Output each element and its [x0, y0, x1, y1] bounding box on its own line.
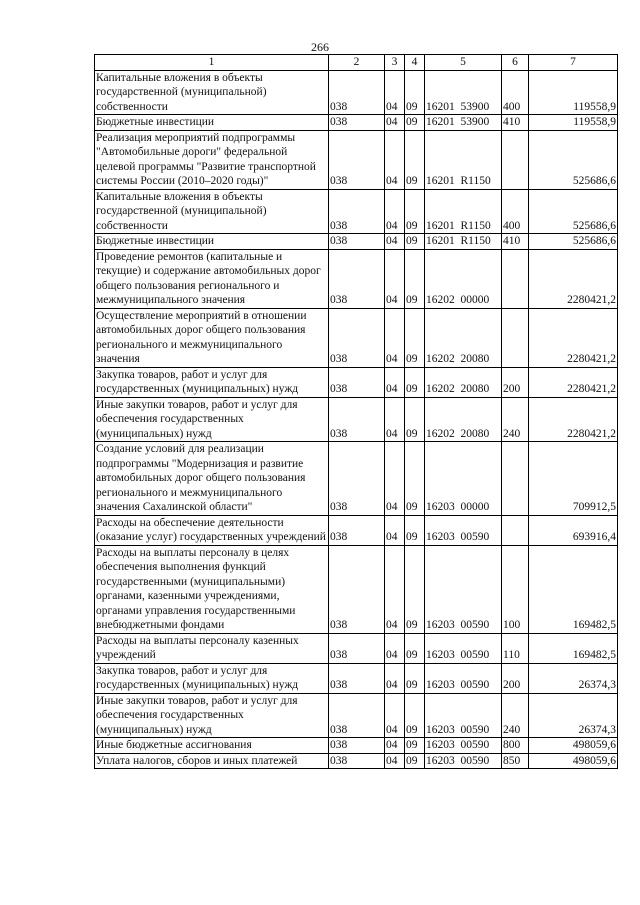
- row-subsection-cell: 09: [405, 367, 425, 397]
- row-subsection-cell: 09: [405, 738, 425, 754]
- row-section-cell: 04: [385, 545, 405, 633]
- table-row: [95, 738, 618, 754]
- column-header: 6: [502, 55, 529, 71]
- table-body: [95, 70, 618, 769]
- row-name-cell: Закупка товаров, работ и услуг для государственных (муниципальных) нужд: [95, 367, 329, 397]
- column-header: 4: [405, 55, 425, 71]
- row-target-cell: 16201 53900: [425, 70, 502, 115]
- row-name-cell: Бюджетные инвестиции: [95, 234, 329, 250]
- row-target-cell: 16203 00590: [425, 738, 502, 754]
- table-row: [95, 633, 618, 663]
- table-row: [95, 234, 618, 250]
- row-code-cell: 038: [329, 693, 385, 738]
- row-expense-type-cell: 100: [502, 545, 529, 633]
- row-subsection-cell: 09: [405, 115, 425, 131]
- row-subsection-cell: 09: [405, 70, 425, 115]
- table-row: [95, 367, 618, 397]
- row-amount-cell: 2280421,2: [529, 397, 618, 442]
- row-expense-type-cell: [502, 308, 529, 367]
- row-subsection-cell: 09: [405, 753, 425, 769]
- row-name-cell: Проведение ремонтов (капитальные и текущие) и содержание автомобильных дорог общего пользования регионального и межмуниципального значения: [95, 249, 329, 308]
- row-code-cell: 038: [329, 189, 385, 234]
- row-amount-cell: 26374,3: [529, 663, 618, 693]
- row-expense-type-cell: 850: [502, 753, 529, 769]
- table-row: [95, 545, 618, 633]
- row-expense-type-cell: [502, 249, 529, 308]
- column-header: 7: [529, 55, 618, 71]
- row-subsection-cell: 09: [405, 308, 425, 367]
- row-expense-type-cell: [502, 515, 529, 545]
- row-section-cell: 04: [385, 367, 405, 397]
- row-code-cell: 038: [329, 633, 385, 663]
- column-header: 3: [385, 55, 405, 71]
- row-expense-type-cell: [502, 442, 529, 516]
- row-amount-cell: 525686,6: [529, 189, 618, 234]
- row-section-cell: 04: [385, 442, 405, 516]
- row-target-cell: 16203 00590: [425, 633, 502, 663]
- row-expense-type-cell: 400: [502, 189, 529, 234]
- table-row: [95, 515, 618, 545]
- row-amount-cell: 119558,9: [529, 115, 618, 131]
- row-section-cell: 04: [385, 308, 405, 367]
- row-code-cell: 038: [329, 130, 385, 189]
- column-header: 5: [425, 55, 502, 71]
- row-code-cell: 038: [329, 234, 385, 250]
- row-name-cell: Расходы на обеспечение деятельности (оказание услуг) государственных учреждений: [95, 515, 329, 545]
- row-section-cell: 04: [385, 397, 405, 442]
- row-name-cell: Иные закупки товаров, работ и услуг для обеспечения государственных (муниципальных) нужд: [95, 693, 329, 738]
- row-code-cell: 038: [329, 515, 385, 545]
- row-amount-cell: 26374,3: [529, 693, 618, 738]
- table-row: [95, 442, 618, 516]
- row-name-cell: Реализация мероприятий подпрограммы "Автомобильные дороги" федеральной целевой программы "Развитие транспортной системы России (2010–2020 годы)": [95, 130, 329, 189]
- row-subsection-cell: 09: [405, 633, 425, 663]
- row-subsection-cell: 09: [405, 189, 425, 234]
- row-expense-type-cell: 800: [502, 738, 529, 754]
- table-row: [95, 693, 618, 738]
- row-section-cell: 04: [385, 189, 405, 234]
- row-amount-cell: 693916,4: [529, 515, 618, 545]
- row-code-cell: 038: [329, 753, 385, 769]
- row-target-cell: 16202 20080: [425, 397, 502, 442]
- row-amount-cell: 2280421,2: [529, 308, 618, 367]
- table-row: [95, 70, 618, 115]
- row-name-cell: Иные бюджетные ассигнования: [95, 738, 329, 754]
- row-expense-type-cell: 240: [502, 397, 529, 442]
- table-row: [95, 753, 618, 769]
- row-target-cell: 16202 20080: [425, 367, 502, 397]
- row-section-cell: 04: [385, 515, 405, 545]
- row-code-cell: 038: [329, 70, 385, 115]
- row-amount-cell: 498059,6: [529, 753, 618, 769]
- row-subsection-cell: 09: [405, 545, 425, 633]
- table-row: [95, 308, 618, 367]
- table-row: [95, 249, 618, 308]
- row-name-cell: Капитальные вложения в объекты государственной (муниципальной) собственности: [95, 189, 329, 234]
- row-amount-cell: 169482,5: [529, 633, 618, 663]
- row-amount-cell: 525686,6: [529, 234, 618, 250]
- budget-table: [94, 54, 618, 769]
- row-name-cell: Иные закупки товаров, работ и услуг для обеспечения государственных (муниципальных) нужд: [95, 397, 329, 442]
- row-section-cell: 04: [385, 663, 405, 693]
- row-code-cell: 038: [329, 397, 385, 442]
- row-target-cell: 16203 00590: [425, 753, 502, 769]
- table-row: [95, 115, 618, 131]
- row-section-cell: 04: [385, 633, 405, 663]
- row-subsection-cell: 09: [405, 515, 425, 545]
- page-number: 266: [311, 40, 329, 54]
- row-code-cell: 038: [329, 442, 385, 516]
- row-amount-cell: 169482,5: [529, 545, 618, 633]
- row-subsection-cell: 09: [405, 397, 425, 442]
- row-section-cell: 04: [385, 234, 405, 250]
- row-expense-type-cell: 200: [502, 663, 529, 693]
- row-target-cell: 16203 00000: [425, 442, 502, 516]
- row-target-cell: 16201 R1150: [425, 189, 502, 234]
- row-amount-cell: 525686,6: [529, 130, 618, 189]
- row-subsection-cell: 09: [405, 663, 425, 693]
- row-code-cell: 038: [329, 663, 385, 693]
- row-amount-cell: 2280421,2: [529, 249, 618, 308]
- row-amount-cell: 119558,9: [529, 70, 618, 115]
- row-expense-type-cell: 410: [502, 115, 529, 131]
- row-subsection-cell: 09: [405, 130, 425, 189]
- row-target-cell: 16201 R1150: [425, 234, 502, 250]
- row-amount-cell: 2280421,2: [529, 367, 618, 397]
- row-expense-type-cell: 240: [502, 693, 529, 738]
- row-name-cell: Закупка товаров, работ и услуг для государственных (муниципальных) нужд: [95, 663, 329, 693]
- row-expense-type-cell: 400: [502, 70, 529, 115]
- row-expense-type-cell: [502, 130, 529, 189]
- row-name-cell: Осуществление мероприятий в отношении автомобильных дорог общего пользования регионального и межмуниципального значения: [95, 308, 329, 367]
- row-section-cell: 04: [385, 115, 405, 131]
- row-amount-cell: 709912,5: [529, 442, 618, 516]
- row-amount-cell: 498059,6: [529, 738, 618, 754]
- row-name-cell: Расходы на выплаты персоналу казенных учреждений: [95, 633, 329, 663]
- row-section-cell: 04: [385, 130, 405, 189]
- column-header: 1: [95, 55, 329, 71]
- row-name-cell: Уплата налогов, сборов и иных платежей: [95, 753, 329, 769]
- row-section-cell: 04: [385, 70, 405, 115]
- row-code-cell: 038: [329, 367, 385, 397]
- row-code-cell: 038: [329, 738, 385, 754]
- row-target-cell: 16201 R1150: [425, 130, 502, 189]
- row-code-cell: 038: [329, 545, 385, 633]
- row-expense-type-cell: 200: [502, 367, 529, 397]
- row-name-cell: Создание условий для реализации подпрограммы "Модернизация и развитие автомобильных дорог общего пользования регионального и межмуниципального значения Сахалинской области": [95, 442, 329, 516]
- row-section-cell: 04: [385, 249, 405, 308]
- row-target-cell: 16203 00590: [425, 663, 502, 693]
- row-target-cell: 16203 00590: [425, 693, 502, 738]
- row-target-cell: 16202 20080: [425, 308, 502, 367]
- row-target-cell: 16203 00590: [425, 545, 502, 633]
- row-name-cell: Расходы на выплаты персоналу в целях обеспечения выполнения функций государственными (муниципальными) органами, казенными учреждениями, органами управления государственными внебюджетными фондами: [95, 545, 329, 633]
- row-subsection-cell: 09: [405, 693, 425, 738]
- table-row: [95, 130, 618, 189]
- row-subsection-cell: 09: [405, 249, 425, 308]
- row-code-cell: 038: [329, 249, 385, 308]
- row-expense-type-cell: 110: [502, 633, 529, 663]
- column-header: 2: [329, 55, 385, 71]
- row-section-cell: 04: [385, 693, 405, 738]
- row-name-cell: Капитальные вложения в объекты государственной (муниципальной) собственности: [95, 70, 329, 115]
- row-target-cell: 16203 00590: [425, 515, 502, 545]
- row-code-cell: 038: [329, 308, 385, 367]
- row-code-cell: 038: [329, 115, 385, 131]
- table-row: [95, 189, 618, 234]
- table-row: [95, 397, 618, 442]
- row-target-cell: 16201 53900: [425, 115, 502, 131]
- row-section-cell: 04: [385, 738, 405, 754]
- row-section-cell: 04: [385, 753, 405, 769]
- row-target-cell: 16202 00000: [425, 249, 502, 308]
- row-name-cell: Бюджетные инвестиции: [95, 115, 329, 131]
- row-subsection-cell: 09: [405, 234, 425, 250]
- row-expense-type-cell: 410: [502, 234, 529, 250]
- header-row: [95, 55, 618, 71]
- table-row: [95, 663, 618, 693]
- row-subsection-cell: 09: [405, 442, 425, 516]
